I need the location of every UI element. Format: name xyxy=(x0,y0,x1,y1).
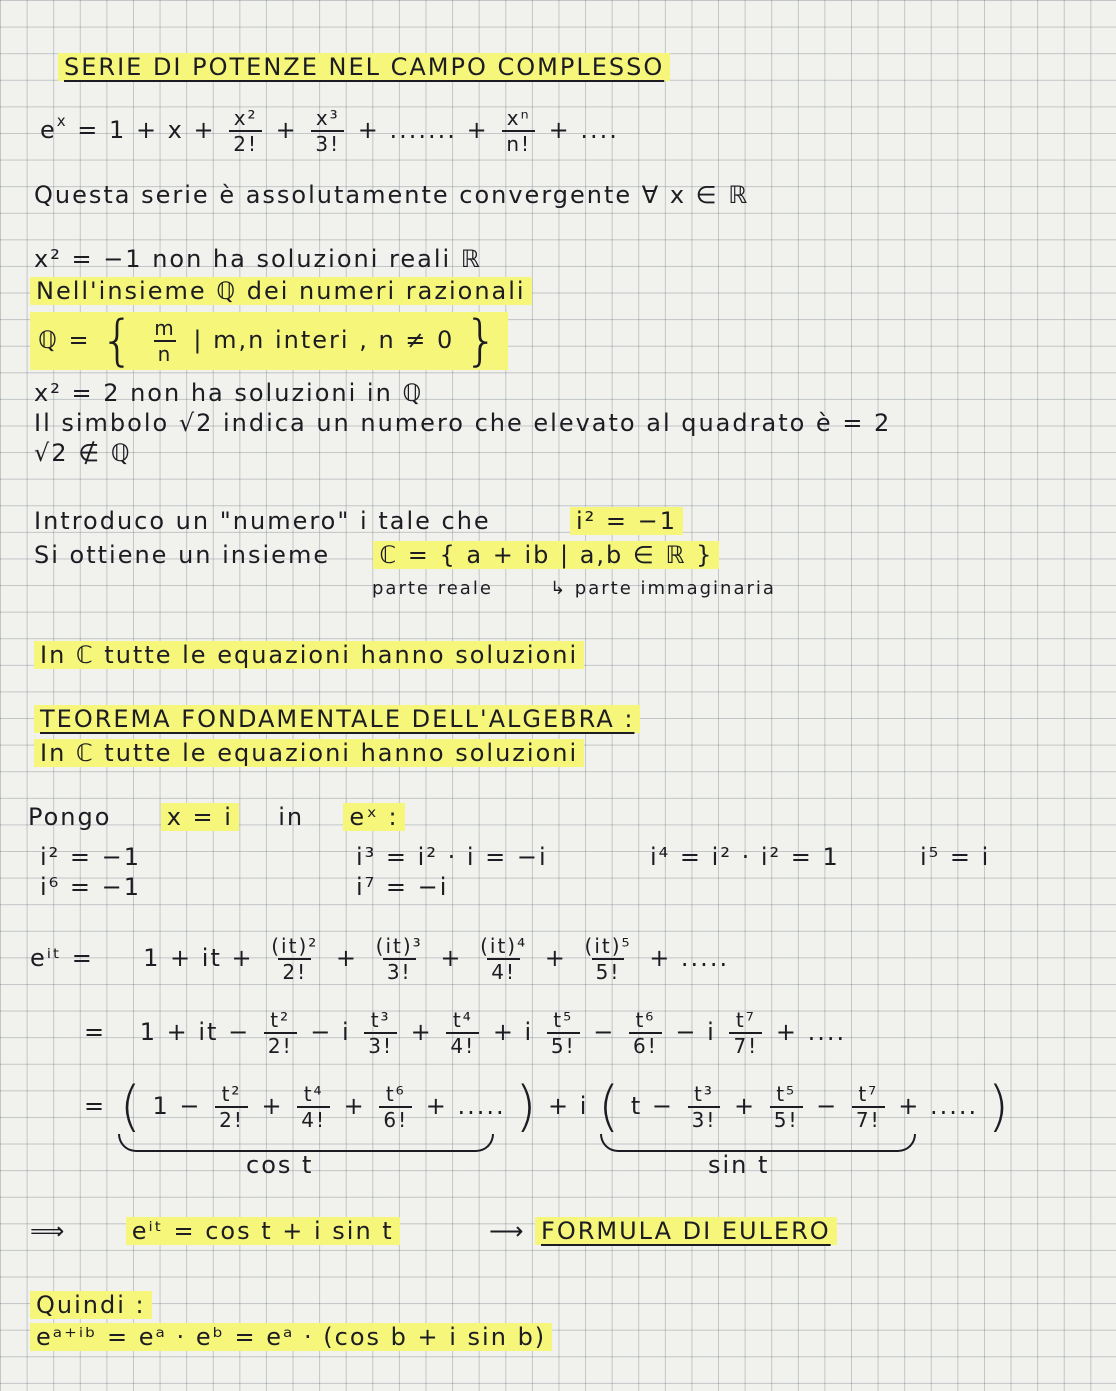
quindi-label: Quindi : xyxy=(30,1290,152,1320)
fraction: $\frac{\text{t⁷}}{7!}$ xyxy=(852,1082,885,1132)
fraction: $\frac{\text{t²}}{2!}$ xyxy=(215,1082,248,1132)
fraction: $\frac{\text{t⁷}}{7!}$ xyxy=(729,1008,762,1058)
cos-label: cos t xyxy=(246,1151,314,1179)
fraction: $\frac{\text{t⁵}}{5!}$ xyxy=(547,1008,580,1058)
x2-two-line: x² = 2 non ha soluzioni in ℚ xyxy=(34,379,424,407)
power-i5: i⁵ = i xyxy=(920,843,991,871)
sqrt-not-rational: √2 ∉ ℚ xyxy=(34,439,132,467)
theorem-title: TEOREMA FONDAMENTALE DELL'ALGEBRA : xyxy=(34,704,640,734)
fraction: $\frac{\text{(it)⁴}}{4!}$ xyxy=(480,934,528,984)
euler-expansion-line-3: = ( 1 − $\frac{\text{t²}}{2!}$ + $\frac{\text{t⁴}}{4!}$ + $\frac{\text{t⁶}}{6!}$ + ..... ) + i ( t − $\frac{\text{t³}}{3!}$ + $\frac{\text{t⁵}}{5!}$ − $\frac{\text{t⁷}}{7!}$ + ..... ) xyxy=(84,1075,1011,1138)
real-part-label: parte reale xyxy=(372,578,493,599)
page-title: SERIE DI POTENZE NEL CAMPO COMPLESSO xyxy=(58,52,670,82)
fraction: $\frac{\text{(it)²}}{2!}$ xyxy=(271,934,319,984)
power-i7: i⁷ = −i xyxy=(356,873,449,901)
rationals-def: ℚ = { $\frac{m}{n}$ | m,n interi , n ≠ 0 } xyxy=(30,312,508,370)
fraction: $\frac{m}{n}$ xyxy=(154,316,176,366)
fraction: $\frac{\text{t⁴}}{4!}$ xyxy=(297,1082,330,1132)
fraction: $\frac{\text{t²}}{2!}$ xyxy=(264,1008,297,1058)
all-solutions-line: In ℂ tutte le equazioni hanno soluzioni xyxy=(34,640,584,670)
sqrt-definition: Il simbolo √2 indica un numero che elevato al quadrato è = 2 xyxy=(34,409,892,437)
intro-i: Introduco un "numero" i tale che i² = −1 xyxy=(34,506,683,536)
imaginary-part-label: ↳ parte immaginaria xyxy=(550,578,776,599)
fraction: $\frac{\text{xⁿ}}{n!}$ xyxy=(502,106,535,156)
fraction: $\frac{\text{t⁶}}{6!}$ xyxy=(629,1008,662,1058)
fraction: $\frac{\text{x³}}{3!}$ xyxy=(311,106,344,156)
convergence-line: Questa serie è assolutamente convergente ∀ x ∈ ℝ xyxy=(34,181,750,209)
theorem-text: In ℂ tutte le equazioni hanno soluzioni xyxy=(34,738,584,768)
set-c-line: Si ottiene un insieme ℂ = { a + ib | a,b ∈ ℝ } xyxy=(34,540,719,570)
fraction: $\frac{\text{t³}}{3!}$ xyxy=(364,1008,397,1058)
fraction: $\frac{\text{t⁶}}{6!}$ xyxy=(379,1082,412,1132)
exp-series: $e^x = 1 + x$ + $\frac{\text{x²}}{2!}$ + $\frac{\text{x³}}{3!}$ + ....... + $\frac{\text{xⁿ}}{n!}$ + .... xyxy=(40,106,619,156)
fraction: $\frac{\text{t³}}{3!}$ xyxy=(688,1082,721,1132)
rationals-intro: Nell'insieme ℚ dei numeri razionali xyxy=(30,276,532,306)
euler-formula-line: ⟹ eⁱᵗ = cos t + i sin t ⟶ FORMULA DI EULERO xyxy=(30,1216,837,1246)
pongo-line: Pongo x = i in eˣ : xyxy=(28,802,405,832)
power-i4: i⁴ = i² · i² = 1 xyxy=(650,843,840,871)
euler-expansion-line-1: eⁱᵗ = 1 + it + $\frac{\text{(it)²}}{2!}$ + $\frac{\text{(it)³}}{3!}$ + $\frac{\text{(it)⁴}}{4!}$ + $\frac{\text{(it)⁵}}{5!}$ + ..... xyxy=(30,934,730,984)
sin-label: sin t xyxy=(708,1151,770,1179)
fraction: $\frac{\text{t⁴}}{4!}$ xyxy=(446,1008,479,1058)
power-i2: i² = −1 xyxy=(40,843,142,871)
fraction: $\frac{\text{t⁵}}{5!}$ xyxy=(770,1082,803,1132)
x2-neg-line: x² = −1 non ha soluzioni reali ℝ xyxy=(34,245,482,273)
power-i6: i⁶ = −1 xyxy=(40,873,142,901)
power-i3: i³ = i² · i = −i xyxy=(356,843,548,871)
final-formula: eᵃ⁺ⁱᵇ = eᵃ · eᵇ = eᵃ · (cos b + i sin b) xyxy=(30,1322,552,1352)
fraction: $\frac{\text{(it)⁵}}{5!}$ xyxy=(584,934,632,984)
fraction: $\frac{\text{(it)³}}{3!}$ xyxy=(375,934,423,984)
fraction: $\frac{\text{x²}}{2!}$ xyxy=(229,106,262,156)
euler-expansion-line-2: = 1 + it − $\frac{\text{t²}}{2!}$ − i $\frac{\text{t³}}{3!}$ + $\frac{\text{t⁴}}{4!}$ + i $\frac{\text{t⁵}}{5!}$ − $\frac{\text{t⁶}}{6!}$ − i $\frac{\text{t⁷}}{7!}$ + .... xyxy=(84,1008,847,1058)
